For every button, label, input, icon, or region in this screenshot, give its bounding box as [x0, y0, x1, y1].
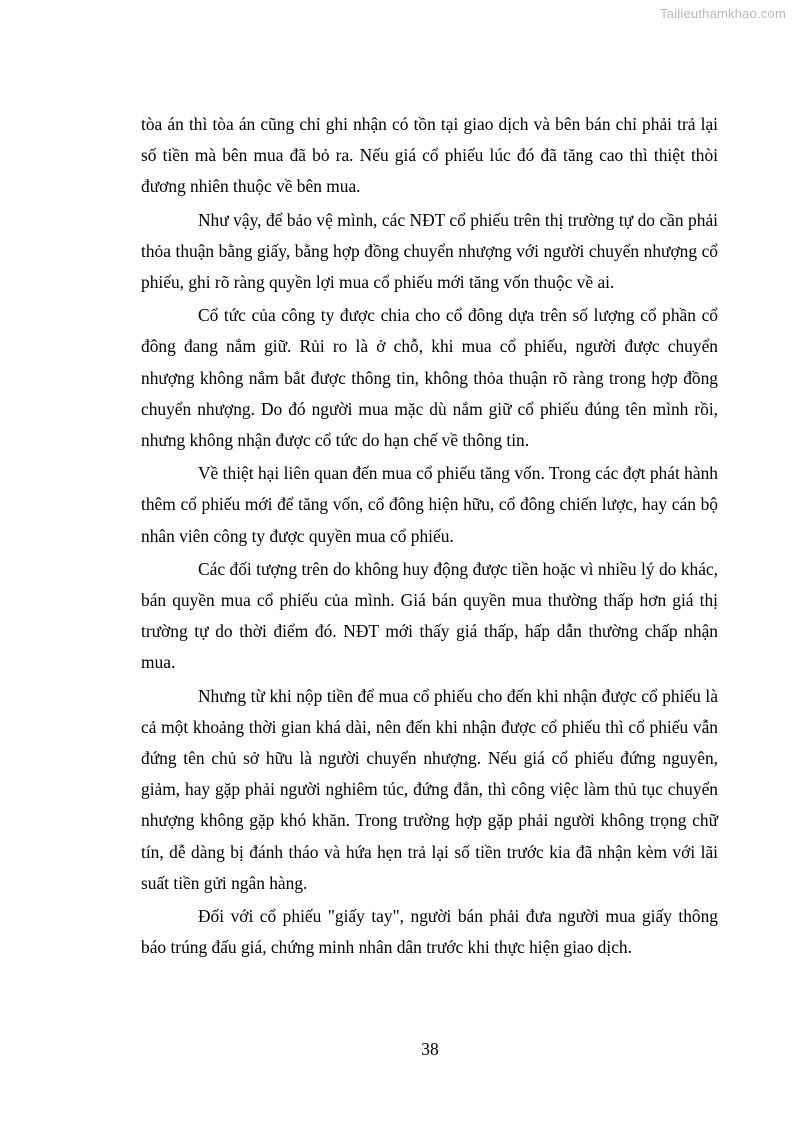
paragraph-handwritten-shares: Đối với cổ phiếu "giấy tay", người bán phải đưa người mua giấy thông báo trúng đấu giá, chứng minh nhân dân trước khi thực hiện giao dịch.: [141, 906, 718, 958]
paragraph-purchase-rights: Các đối tượng trên do không huy động được tiền hoặc vì nhiều lý do khác, bán quyền mua cổ phiếu của mình. Giá bán quyền mua thường thấp hơn giá thị trường tự do thời điểm đó. NĐT mới thấy giá thấp, hấp dẫn thường chấp nhận mua.: [141, 558, 718, 673]
watermark-text: Tailieuthamkhao.com: [660, 6, 786, 21]
paragraph-dividend-risk: Cổ tức của công ty được chia cho cổ đông dựa trên số lượng cổ phần cổ đông đang nắm giữ. Rủi ro là ở chỗ, khi mua cổ phiếu, người được chuyển nhượng không nắm bắt được thông tin, không thỏa thuận rõ ràng trong hợp đồng chuyển nhượng. Do đó người mua mặc dù nắm giữ cổ phiếu đúng tên mình rồi, nhưng không nhận được cổ tức do hạn chế về thông tin.: [141, 305, 718, 451]
paragraph-investor-protection: Như vậy, để bảo vệ mình, các NĐT cổ phiếu trên thị trường tự do cần phải thỏa thuận bằng giấy, bằng hợp đồng chuyển nhượng với người chuyển nhượng cổ phiếu, ghi rõ ràng quyền lợi mua cổ phiếu mới tăng vốn thuộc về ai.: [141, 209, 718, 293]
paragraph-continuation: tòa án thì tòa án cũng chỉ ghi nhận có tồn tại giao dịch và bên bán chỉ phải trả lại số tiền mà bên mua đã bỏ ra. Nếu giá cổ phiếu lúc đó đã tăng cao thì thiệt thòi đương nhiên thuộc về bên mua.: [141, 114, 718, 197]
document-body: [141, 109, 718, 965]
page-number: 38: [421, 1039, 439, 1059]
paragraph-transfer-delay: Nhưng từ khi nộp tiền để mua cổ phiếu cho đến khi nhận được cổ phiếu là cả một khoảng thời gian khá dài, nên đến khi nhận được cổ phiếu thì cổ phiếu vẫn đứng tên chủ sở hữu là người chuyển nhượng. Nếu giá cổ phiếu đứng nguyên, giảm, hay gặp phải người nghiêm túc, đứng đắn, thì công việc làm thủ tục chuyển nhượng không gặp khó khăn. Trong trường hợp gặp phải người không trọng chữ tín, dễ dàng bị đánh tháo và hứa hẹn trả lại số tiền trước kia đã nhận kèm với lãi suất tiền gửi ngân hàng.: [141, 685, 718, 893]
paragraph-capital-increase: Về thiệt hại liên quan đến mua cổ phiếu tăng vốn. Trong các đợt phát hành thêm cổ phiếu mới để tăng vốn, cổ đông hiện hữu, cổ đông chiến lược, hay cán bộ nhân viên công ty được quyền mua cổ phiếu.: [141, 463, 718, 546]
